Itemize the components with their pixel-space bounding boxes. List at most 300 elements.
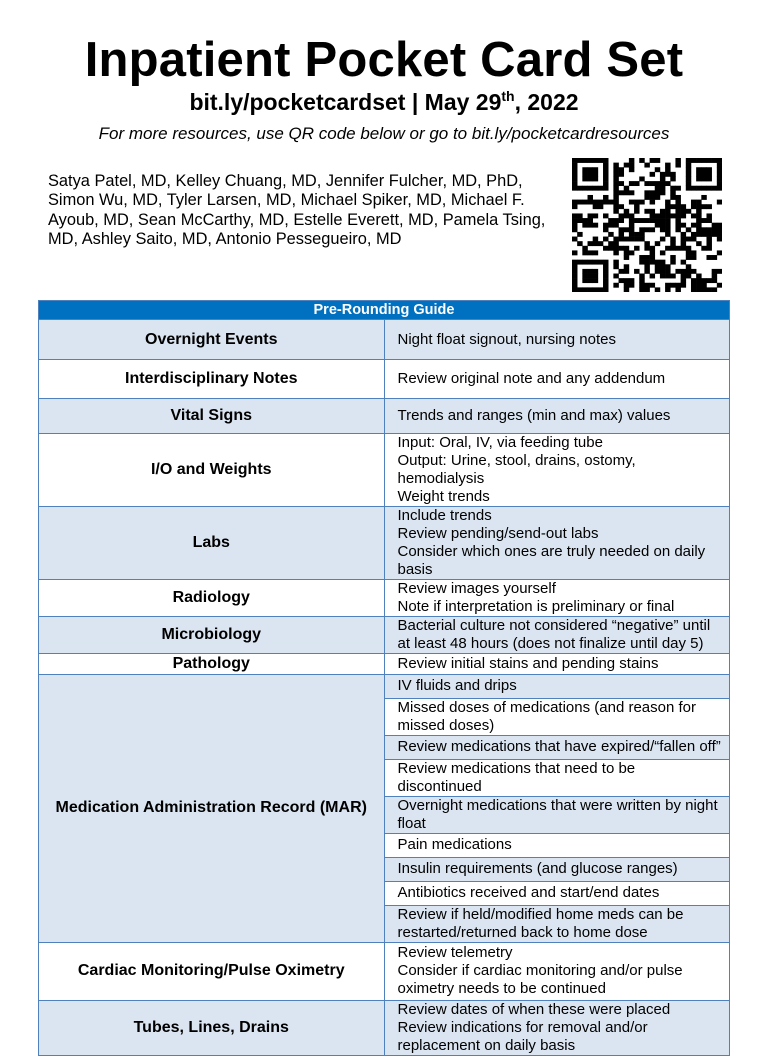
qr-module [613, 246, 618, 251]
qr-module [644, 246, 649, 251]
qr-module [665, 200, 670, 205]
qr-module [598, 158, 603, 163]
qr-module [598, 204, 603, 209]
qr-module [686, 172, 691, 177]
qr-module [665, 287, 670, 292]
qr-module [701, 232, 706, 237]
qr-module [712, 278, 717, 283]
qr-module [701, 172, 706, 177]
qr-module [572, 163, 577, 168]
qr-module [717, 167, 722, 172]
qr-module [670, 255, 675, 260]
qr-module [619, 278, 624, 283]
qr-module [675, 158, 680, 163]
qr-module [572, 223, 577, 228]
qr-module [634, 269, 639, 274]
qr-module [603, 237, 608, 242]
qr-module [603, 200, 608, 205]
qr-module [582, 246, 587, 251]
qr-module [588, 269, 593, 274]
qr-module [629, 232, 634, 237]
row-details [384, 942, 730, 1000]
qr-module [593, 250, 598, 255]
qr-module [572, 218, 577, 223]
detail-line: Overnight medications that were written by night float [397, 796, 718, 832]
qr-module [665, 223, 670, 228]
qr-module [701, 227, 706, 232]
table-row [39, 654, 730, 675]
qr-module [639, 274, 644, 279]
qr-module [686, 181, 691, 186]
qr-module [644, 190, 649, 195]
qr-module [660, 274, 665, 279]
qr-module [696, 241, 701, 246]
row-details [384, 320, 730, 360]
qr-module [634, 218, 639, 223]
qr-module [712, 255, 717, 260]
qr-module [603, 158, 608, 163]
qr-module [650, 274, 655, 279]
qr-module [572, 186, 577, 191]
row-details [384, 434, 730, 507]
qr-module [624, 264, 629, 269]
qr-module [619, 167, 624, 172]
qr-module [572, 213, 577, 218]
qr-module [701, 218, 706, 223]
qr-module [603, 264, 608, 269]
qr-module [717, 163, 722, 168]
qr-module [655, 223, 660, 228]
qr-module [588, 287, 593, 292]
qr-module [582, 274, 587, 279]
qr-module [712, 158, 717, 163]
qr-module [644, 227, 649, 232]
qr-module [603, 223, 608, 228]
qr-module [696, 232, 701, 237]
qr-module [593, 223, 598, 228]
qr-module [717, 186, 722, 191]
qr-module [691, 255, 696, 260]
qr-module [691, 232, 696, 237]
qr-module [619, 172, 624, 177]
qr-module [650, 195, 655, 200]
table-row [39, 507, 730, 580]
qr-module [650, 246, 655, 251]
subtitle-year: , 2022 [514, 89, 579, 115]
qr-module [603, 260, 608, 265]
qr-module [613, 176, 618, 181]
qr-module [644, 260, 649, 265]
qr-module [572, 237, 577, 242]
qr-module [670, 176, 675, 181]
qr-module [655, 195, 660, 200]
qr-module [681, 269, 686, 274]
row-category: Labs [39, 507, 385, 580]
row-category: Interdisciplinary Notes [39, 360, 385, 399]
qr-module [629, 181, 634, 186]
qr-module [598, 200, 603, 205]
detail-line: Review initial stains and pending stains [397, 654, 659, 672]
qr-module [634, 209, 639, 214]
qr-module [660, 190, 665, 195]
qr-module [650, 200, 655, 205]
qr-module [613, 195, 618, 200]
pre-rounding-guide-table [38, 300, 730, 1056]
qr-module [686, 176, 691, 181]
qr-module [624, 190, 629, 195]
qr-module [603, 176, 608, 181]
detail-line: Review original note and any addendum [397, 370, 666, 387]
qr-module [603, 181, 608, 186]
qr-module [608, 246, 613, 251]
qr-module [598, 287, 603, 292]
table-row [39, 1000, 730, 1055]
detail-line: Review pending/send-out labs [397, 525, 599, 542]
qr-module [701, 167, 706, 172]
qr-module [696, 209, 701, 214]
row-details [384, 905, 730, 942]
qr-module [696, 287, 701, 292]
qr-module [712, 232, 717, 237]
qr-module [624, 255, 629, 260]
qr-module [588, 158, 593, 163]
qr-module [593, 167, 598, 172]
qr-module [593, 241, 598, 246]
qr-module [712, 274, 717, 279]
qr-module [582, 218, 587, 223]
qr-module [639, 227, 644, 232]
qr-module [582, 287, 587, 292]
qr-module [629, 158, 634, 163]
qr-module [670, 283, 675, 288]
qr-module [613, 181, 618, 186]
qr-module [582, 167, 587, 172]
qr-module [665, 209, 670, 214]
qr-module [639, 232, 644, 237]
qr-module [644, 283, 649, 288]
qr-module [624, 186, 629, 191]
qr-module [655, 218, 660, 223]
qr-module [593, 287, 598, 292]
row-details [384, 580, 730, 617]
qr-module [675, 200, 680, 205]
qr-module [701, 283, 706, 288]
qr-module [655, 181, 660, 186]
qr-module [655, 241, 660, 246]
qr-module [603, 283, 608, 288]
qr-module [572, 227, 577, 232]
qr-code-image[interactable] [572, 158, 722, 292]
qr-module [665, 172, 670, 177]
qr-module [572, 260, 577, 265]
qr-module [691, 283, 696, 288]
qr-module [572, 167, 577, 172]
qr-module [644, 264, 649, 269]
qr-module [660, 227, 665, 232]
detail-line: Antibiotics received and start/end dates [397, 884, 660, 901]
qr-module [712, 287, 717, 292]
detail-line: Review dates of when these were placed [397, 1000, 671, 1018]
qr-module [670, 195, 675, 200]
qr-module [696, 204, 701, 209]
qr-module [582, 200, 587, 205]
qr-module [681, 213, 686, 218]
qr-module [613, 186, 618, 191]
subtitle [0, 89, 768, 117]
detail-line: Review medications that need to be discontinued [397, 759, 636, 795]
qr-module [675, 163, 680, 168]
qr-module [691, 186, 696, 191]
qr-module [660, 218, 665, 223]
qr-module [572, 283, 577, 288]
qr-module [572, 181, 577, 186]
qr-module [655, 213, 660, 218]
qr-module [572, 287, 577, 292]
qr-module [608, 232, 613, 237]
qr-module [717, 269, 722, 274]
qr-module [686, 167, 691, 172]
qr-module [619, 232, 624, 237]
qr-module [629, 223, 634, 228]
detail-line: Consider which ones are truly needed on daily basis [397, 543, 706, 578]
detail-line: Pain medications [397, 836, 512, 853]
qr-module [660, 260, 665, 265]
qr-module [665, 167, 670, 172]
qr-module [619, 204, 624, 209]
qr-module [717, 237, 722, 242]
qr-module [686, 264, 691, 269]
qr-module [717, 232, 722, 237]
qr-module [696, 167, 701, 172]
qr-module [706, 213, 711, 218]
qr-module [701, 158, 706, 163]
detail-line: Review indications for removal and/or replacement on daily basis [397, 1018, 648, 1054]
detail-line: Review medications that have expired/“fallen off” [397, 738, 721, 755]
qr-module [608, 241, 613, 246]
qr-module [665, 264, 670, 269]
qr-module [712, 269, 717, 274]
qr-module [650, 181, 655, 186]
qr-module [588, 186, 593, 191]
detail-line: Trends and ranges (min and max) values [397, 407, 671, 424]
qr-module [598, 186, 603, 191]
qr-module [706, 237, 711, 242]
row-category: I/O and Weights [39, 434, 385, 507]
qr-module [670, 241, 675, 246]
qr-module [696, 172, 701, 177]
row-details [384, 399, 730, 434]
qr-module [701, 246, 706, 251]
qr-module [655, 269, 660, 274]
qr-module [675, 213, 680, 218]
qr-module [572, 158, 577, 163]
qr-module [701, 278, 706, 283]
detail-line: Weight trends [397, 488, 490, 505]
qr-module [603, 163, 608, 168]
qr-module [619, 181, 624, 186]
qr-module [660, 269, 665, 274]
qr-module [650, 213, 655, 218]
qr-module [681, 283, 686, 288]
qr-module [624, 237, 629, 242]
qr-module [696, 283, 701, 288]
qr-module [613, 260, 618, 265]
qr-module [603, 186, 608, 191]
qr-module [686, 163, 691, 168]
qr-module [650, 260, 655, 265]
qr-module [701, 195, 706, 200]
qr-module [577, 287, 582, 292]
qr-module [629, 190, 634, 195]
qr-module [593, 186, 598, 191]
qr-module [577, 158, 582, 163]
row-category: Pathology [39, 654, 385, 675]
qr-module [691, 223, 696, 228]
qr-module [593, 278, 598, 283]
qr-module [582, 223, 587, 228]
qr-module [706, 172, 711, 177]
page-title: Inpatient Pocket Card Set [84, 33, 684, 87]
qr-module [598, 260, 603, 265]
detail-line: Include trends [397, 507, 492, 524]
qr-module [577, 213, 582, 218]
qr-module [670, 260, 675, 265]
qr-module [639, 260, 644, 265]
qr-module [572, 278, 577, 283]
qr-module [675, 283, 680, 288]
qr-module [613, 274, 618, 279]
qr-module [613, 172, 618, 177]
qr-module [582, 186, 587, 191]
qr-module [624, 250, 629, 255]
qr-module [717, 176, 722, 181]
qr-module [572, 269, 577, 274]
qr-module [603, 269, 608, 274]
qr-module [619, 227, 624, 232]
qr-module [593, 274, 598, 279]
qr-module [691, 204, 696, 209]
table-row [39, 617, 730, 654]
qr-module [577, 218, 582, 223]
qr-module [629, 200, 634, 205]
qr-module [603, 287, 608, 292]
qr-module [639, 158, 644, 163]
qr-module [613, 200, 618, 205]
row-details [384, 1000, 730, 1055]
qr-module [660, 209, 665, 214]
qr-module [624, 227, 629, 232]
qr-module [717, 181, 722, 186]
qr-module [706, 255, 711, 260]
qr-module [701, 204, 706, 209]
qr-module [696, 186, 701, 191]
table-row [39, 360, 730, 399]
qr-module [613, 237, 618, 242]
qr-module [691, 278, 696, 283]
qr-module [681, 209, 686, 214]
qr-module [650, 158, 655, 163]
qr-module [706, 241, 711, 246]
table-title: Pre-Rounding Guide [39, 301, 730, 320]
qr-module [577, 186, 582, 191]
qr-module [665, 283, 670, 288]
qr-module [629, 250, 634, 255]
qr-module [665, 269, 670, 274]
qr-module [629, 227, 634, 232]
qr-module [681, 246, 686, 251]
table-row [39, 399, 730, 434]
row-category: Overnight Events [39, 320, 385, 360]
qr-module [650, 209, 655, 214]
qr-module [681, 274, 686, 279]
qr-module [696, 278, 701, 283]
qr-module [608, 223, 613, 228]
qr-module [675, 227, 680, 232]
qr-module [665, 227, 670, 232]
qr-module [639, 237, 644, 242]
qr-module [613, 209, 618, 214]
qr-module [577, 200, 582, 205]
qr-module [670, 172, 675, 177]
qr-module [696, 274, 701, 279]
qr-module [624, 246, 629, 251]
qr-module [588, 241, 593, 246]
qr-module [593, 213, 598, 218]
qr-module [681, 237, 686, 242]
row-details [384, 833, 730, 857]
qr-module [660, 213, 665, 218]
qr-module [603, 213, 608, 218]
qr-module [634, 246, 639, 251]
qr-module [577, 241, 582, 246]
qr-module [696, 223, 701, 228]
qr-module [629, 283, 634, 288]
qr-module [717, 158, 722, 163]
qr-module [660, 237, 665, 242]
qr-module [670, 204, 675, 209]
qr-module [706, 176, 711, 181]
date-suffix: th [501, 88, 515, 104]
qr-module [660, 250, 665, 255]
qr-module [572, 274, 577, 279]
qr-module [717, 172, 722, 177]
qr-module [644, 209, 649, 214]
table-row [39, 434, 730, 507]
qr-module [665, 232, 670, 237]
qr-module [712, 186, 717, 191]
qr-module [675, 246, 680, 251]
qr-module [650, 218, 655, 223]
qr-module [577, 232, 582, 237]
row-details [384, 698, 730, 735]
qr-module [593, 204, 598, 209]
detail-line: Input: Oral, IV, via feeding tube [397, 434, 603, 451]
row-category: Tubes, Lines, Drains [39, 1000, 385, 1055]
qr-module [588, 200, 593, 205]
row-details [384, 857, 730, 881]
qr-module [619, 213, 624, 218]
qr-module [650, 283, 655, 288]
detail-line: Night float signout, nursing notes [397, 330, 616, 348]
qr-module [603, 278, 608, 283]
qr-module [696, 218, 701, 223]
qr-module [603, 274, 608, 279]
qr-module [603, 195, 608, 200]
qr-module [613, 218, 618, 223]
detail-line: IV fluids and drips [397, 677, 517, 694]
resources-note: For more resources, use QR code below or go to bit.ly/pocketcardresources [98, 124, 670, 143]
table-header-row [39, 301, 730, 320]
